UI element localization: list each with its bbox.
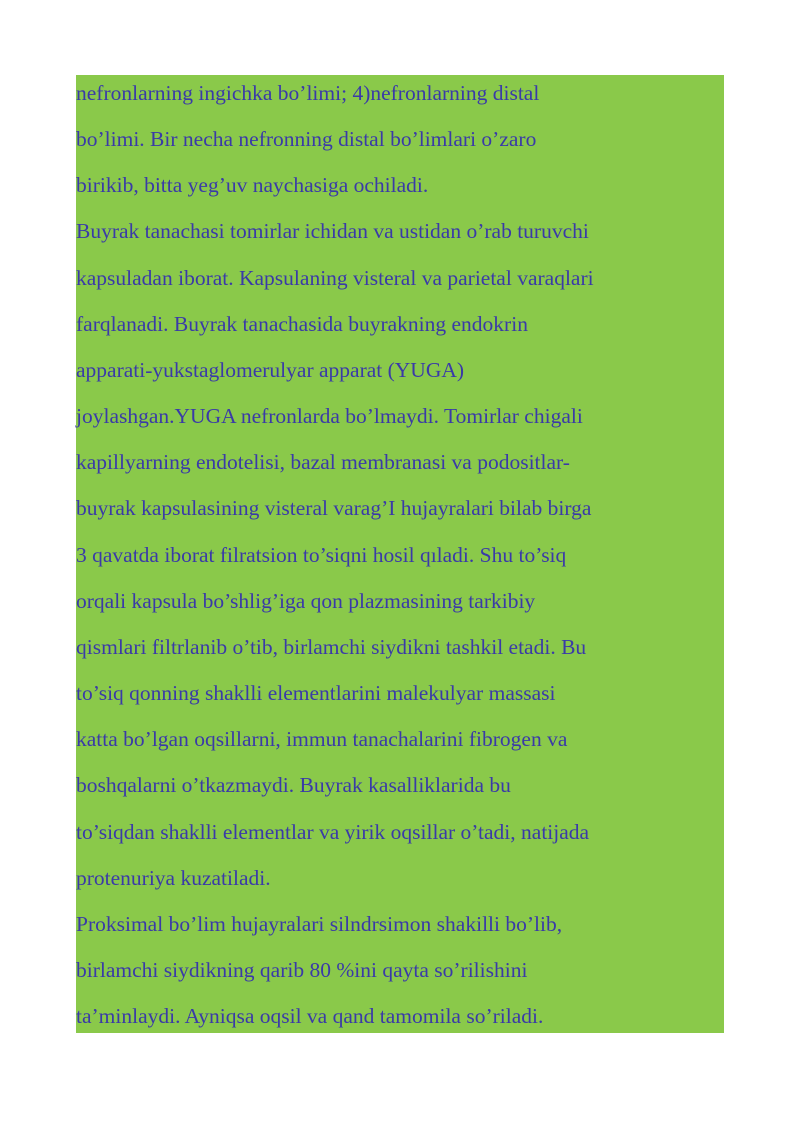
text-line: farqlanadi. Buyrak tanachasida buyrakning endokrin [76, 311, 528, 336]
text-line: to’siq qonning shaklli elementlarini malekulyar massasi [76, 681, 556, 706]
text-line: boshqalarni o’tkazmaydi. Buyrak kasalliklarida bu [76, 773, 511, 798]
text-line: orqali kapsula bo’shlig’iga qon plazmasining tarkibiy [76, 588, 536, 613]
text-line: bo’limi. Bir necha nefronning distal bo’limlari o’zaro [76, 127, 537, 152]
text-line: birlamchi siydikning qarib 80 %ini qayta so’rilishini [76, 957, 528, 982]
text-line: nefronlarning ingichka bo’limi; 4)nefronlarning distal [76, 81, 540, 105]
text-line: 3 qavatda iborat filratsion to’siqni hosil qıladi. Shu to’siq [76, 542, 567, 567]
text-line: protenuriya kuzatiladi. [76, 865, 271, 890]
text-line: Buyrak tanachasi tomirlar ichidan va ustidan o’rab turuvchi [76, 219, 589, 244]
text-line: katta bo’lgan oqsillarni, immun tanachalarini fibrogen va [76, 727, 568, 752]
text-line: ta’minlaydi. Ayniqsa oqsil va qand tamomila so’riladi. [76, 1004, 544, 1029]
text-line: kapillyarning endotelisi, bazal membranasi va podositlar- [76, 450, 570, 475]
text-line: apparati-yukstaglomerulyar apparat (YUGA) [76, 357, 465, 382]
text-line: joylashgan.YUGA nefronlarda bo’lmaydi. Tomirlar chigali [76, 404, 583, 429]
text-line: to’siqdan shaklli elementlar va yirik oqsillar o’tadi, natijada [76, 819, 590, 844]
text-line: birikib, bitta yeg’uv naychasiga ochiladi. [76, 173, 429, 198]
text-line: qismlari filtrlanib o’tib, birlamchi siydikni tashkil etadi. Bu [76, 634, 587, 659]
text-line: buyrak kapsulasining visteral varag’I hujayralari bilab birga [76, 496, 592, 521]
text-line: Proksimal bo’lim hujayralari silndrsimon shakilli bo’lib, [76, 911, 563, 936]
text-line: kapsuladan iborat. Kapsulaning visteral va parietal varaqlari [76, 265, 594, 290]
document-text-body [76, 70, 724, 1039]
